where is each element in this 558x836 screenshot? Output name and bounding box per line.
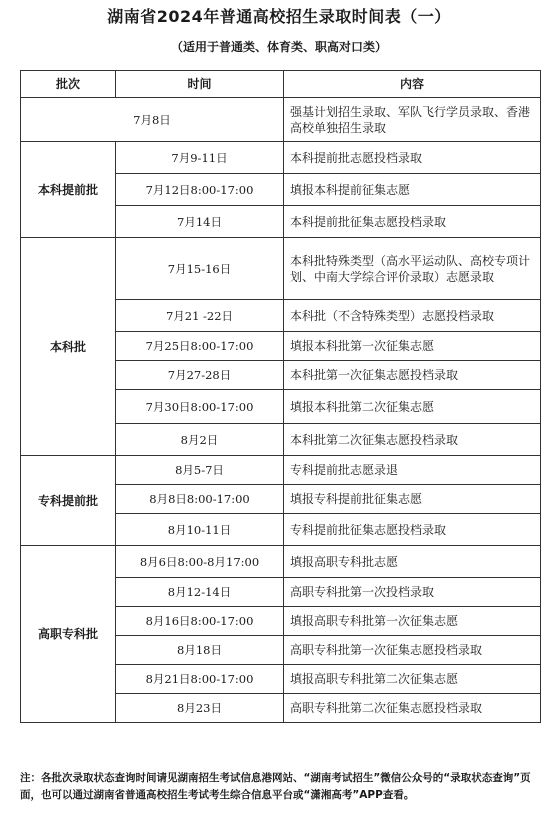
content-cell: 本科批（不含特殊类型）志愿投档录取 <box>284 300 541 332</box>
batch-cell: 本科提前批 <box>21 142 116 238</box>
time-cell: 8月5-7日 <box>116 456 284 485</box>
table-row <box>21 98 541 142</box>
content-cell: 本科批第二次征集志愿投档录取 <box>284 424 541 456</box>
table-row <box>21 142 541 174</box>
time-cell: 7月27-28日 <box>116 361 284 390</box>
content-cell: 本科提前批志愿投档录取 <box>284 142 541 174</box>
table-row <box>21 546 541 578</box>
time-cell: 8月10-11日 <box>116 514 284 546</box>
page-title: 湖南省2024年普通高校招生录取时间表（一） <box>107 7 451 26</box>
time-cell: 8月8日8:00-17:00 <box>116 485 284 514</box>
batch-cell: 本科批 <box>21 238 116 456</box>
content-cell: 填报本科批第一次征集志愿 <box>284 332 541 361</box>
content-cell: 填报专科提前批征集志愿 <box>284 485 541 514</box>
content-cell: 填报高职专科批第二次征集志愿 <box>284 665 541 694</box>
time-cell: 8月21日8:00-17:00 <box>116 665 284 694</box>
time-cell: 8月12-14日 <box>116 578 284 607</box>
batch-cell: 高职专科批 <box>21 546 116 723</box>
content-cell: 本科批特殊类型（高水平运动队、高校专项计划、中南大学综合评价录取）志愿录取 <box>284 238 541 300</box>
content-cell: 填报高职专科批志愿 <box>284 546 541 578</box>
time-cell: 7月12日8:00-17:00 <box>116 174 284 206</box>
time-cell: 8月18日 <box>116 636 284 665</box>
time-cell: 8月23日 <box>116 694 284 723</box>
page-subtitle: （适用于普通类、体育类、职高对口类） <box>170 40 387 54</box>
header-content: 内容 <box>284 71 541 98</box>
header-batch: 批次 <box>21 71 116 98</box>
time-cell: 8月16日8:00-17:00 <box>116 607 284 636</box>
content-cell: 本科批第一次征集志愿投档录取 <box>284 361 541 390</box>
content-cell: 本科提前批征集志愿投档录取 <box>284 206 541 238</box>
time-cell: 8月6日8:00-8月17:00 <box>116 546 284 578</box>
time-cell: 7月8日 <box>21 98 284 142</box>
content-cell: 高职专科批第一次征集志愿投档录取 <box>284 636 541 665</box>
content-cell: 高职专科批第二次征集志愿投档录取 <box>284 694 541 723</box>
time-cell: 7月30日8:00-17:00 <box>116 390 284 424</box>
content-cell: 专科提前批志愿录退 <box>284 456 541 485</box>
content-cell: 高职专科批第一次投档录取 <box>284 578 541 607</box>
table-row <box>21 456 541 485</box>
time-cell: 7月25日8:00-17:00 <box>116 332 284 361</box>
table-header-row <box>21 71 541 98</box>
time-cell: 7月21 -22日 <box>116 300 284 332</box>
content-cell: 填报高职专科批第一次征集志愿 <box>284 607 541 636</box>
time-cell: 8月2日 <box>116 424 284 456</box>
batch-cell: 专科提前批 <box>21 456 116 546</box>
schedule-table <box>20 70 541 723</box>
content-cell: 填报本科提前征集志愿 <box>284 174 541 206</box>
footnote: 注：各批次录取状态查询时间请见湖南招生考试信息港网站、“湖南考试招生”微信公众号的“录取状态查询”页面，也可以通过湖南省普通高校招生考试考生综合信息平台或“潇湘高考”APP查看。 <box>20 772 531 801</box>
content-cell: 专科提前批征集志愿投档录取 <box>284 514 541 546</box>
time-cell: 7月14日 <box>116 206 284 238</box>
time-cell: 7月9-11日 <box>116 142 284 174</box>
time-cell: 7月15-16日 <box>116 238 284 300</box>
content-cell: 填报本科批第二次征集志愿 <box>284 390 541 424</box>
header-time: 时间 <box>116 71 284 98</box>
table-row <box>21 238 541 300</box>
content-cell: 强基计划招生录取、军队飞行学员录取、香港高校单独招生录取 <box>284 98 541 142</box>
